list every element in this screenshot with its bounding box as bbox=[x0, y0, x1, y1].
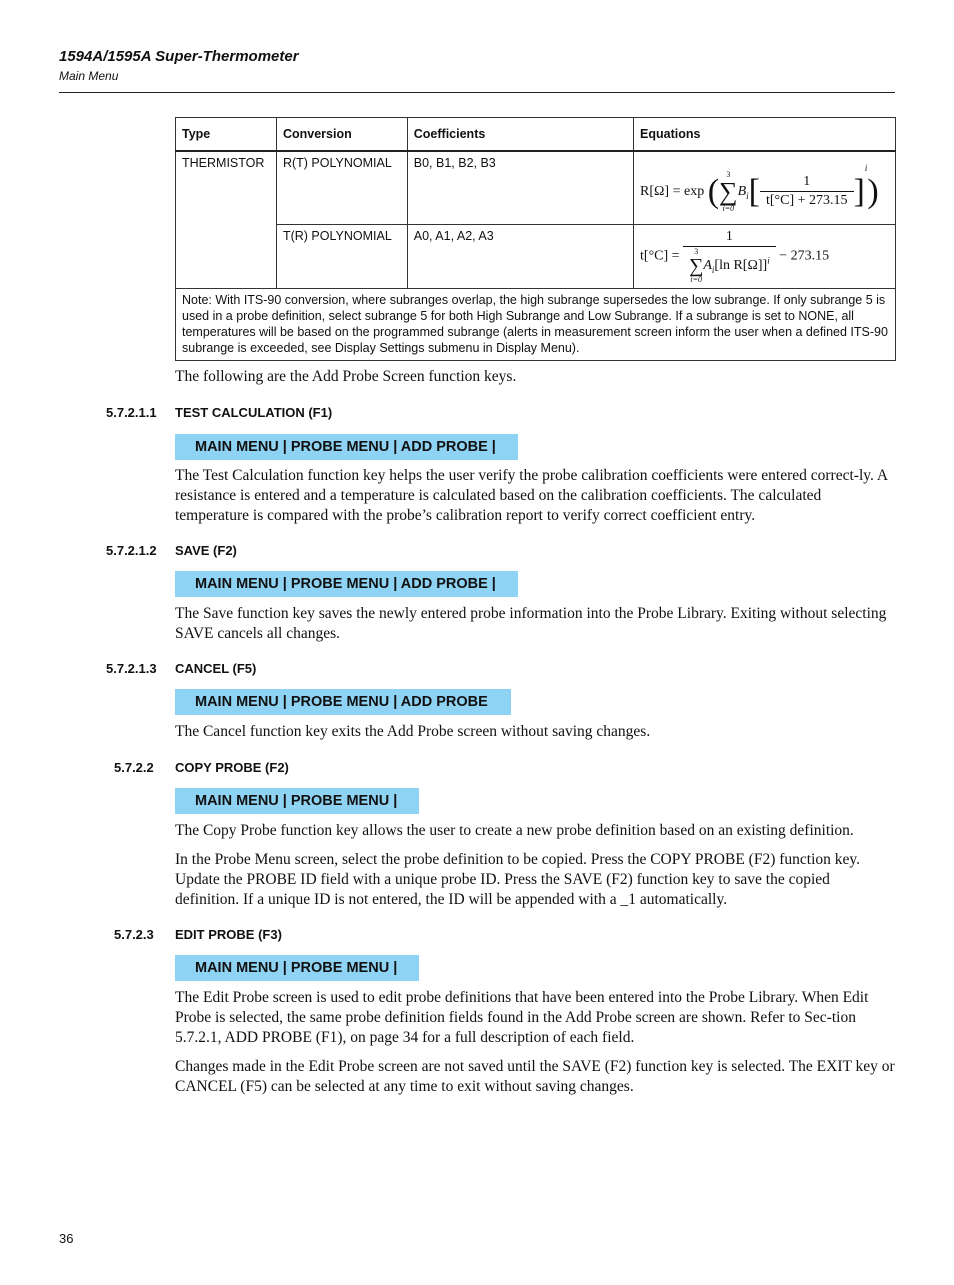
section-paragraph: Changes made in the Edit Probe screen are not saved until the SAVE (F2) function key is selected. The EXIT key or CANCEL (F5) can be selected at any time to exit without saving changes. bbox=[175, 1058, 895, 1095]
section-number: 5.7.2.2 bbox=[114, 760, 154, 775]
eq2-sum-bottom: i=0 bbox=[690, 274, 703, 284]
tr-polynomial-equation bbox=[640, 229, 889, 284]
eq2-den-rest: [ln R[Ω]] bbox=[714, 257, 768, 273]
coefficients-cell: A0, A1, A2, A3 bbox=[407, 224, 633, 288]
section-number: 5.7.2.1.3 bbox=[106, 661, 157, 676]
eq2-sum-top: 3 bbox=[694, 246, 699, 256]
eq2-denominator bbox=[683, 247, 776, 284]
equation-cell-tr bbox=[634, 224, 896, 288]
eq2-coef: A bbox=[703, 257, 712, 273]
column-header: Coefficients bbox=[407, 118, 633, 152]
eq1-sum-bottom: i=0 bbox=[722, 203, 735, 213]
menu-path-bar: MAIN MENU | PROBE MENU | bbox=[175, 788, 419, 814]
eq1-coef-sub: i bbox=[746, 190, 749, 201]
table-note-row bbox=[176, 288, 896, 360]
section-paragraph: The Test Calculation function key helps the user verify the probe calibration coefficients were entered correct-ly. A resistance is entered and a temperature is calculated based on the calibration coefficients. The calculated temperature is compared with the probe’s calibration report to verify correct coefficient entry. bbox=[175, 467, 888, 524]
equation-cell-rt bbox=[634, 151, 896, 224]
coefficients-cell: B0, B1, B2, B3 bbox=[407, 151, 633, 224]
eq2-sum-limits: 3 ∑ i=0 bbox=[689, 246, 704, 284]
section-number: 5.7.2.1.2 bbox=[106, 543, 157, 558]
header-subtitle: Main Menu bbox=[59, 69, 119, 83]
menu-path-bar: MAIN MENU | PROBE MENU | ADD PROBE | bbox=[175, 571, 518, 597]
header-title: 1594A/1595A Super-Thermometer bbox=[59, 48, 299, 65]
eq1-fraction bbox=[760, 174, 854, 209]
eq1-denominator: t[°C] + 273.15 bbox=[766, 193, 848, 209]
section-title: COPY PROBE (F2) bbox=[175, 760, 289, 775]
eq1-coef: B bbox=[737, 183, 747, 199]
eq2-exponent: i bbox=[767, 255, 770, 266]
type-cell: THERMISTOR bbox=[176, 151, 277, 288]
table-row bbox=[176, 224, 896, 288]
eq1-lhs: R[Ω] = exp bbox=[640, 183, 705, 199]
section-title: SAVE (F2) bbox=[175, 543, 237, 558]
intro-text: The following are the Add Probe Screen function keys. bbox=[175, 368, 517, 385]
eq2-lhs: t[°C] = bbox=[640, 248, 680, 264]
eq2-fraction bbox=[683, 229, 776, 284]
table-row bbox=[176, 151, 896, 224]
eq1-exponent: i bbox=[864, 162, 868, 173]
eq2-coef-sub: i bbox=[711, 264, 715, 275]
eq1-numerator: 1 bbox=[760, 174, 854, 192]
section-paragraph: The Edit Probe screen is used to edit probe definitions that have been entered into the Probe Library. When Edit Probe is selected, the same probe definition fields found in the Add Probe screen are shown. Refer to Sec-tion 5.7.2.1, ADD PROBE (F1), on page 34 for a full description of each field. bbox=[175, 989, 869, 1046]
menu-path-bar: MAIN MENU | PROBE MENU | ADD PROBE | bbox=[175, 434, 518, 460]
column-header: Conversion bbox=[276, 118, 407, 152]
menu-path-bar: MAIN MENU | PROBE MENU | ADD PROBE bbox=[175, 689, 511, 715]
column-header: Type bbox=[176, 118, 277, 152]
section-number: 5.7.2.3 bbox=[114, 927, 154, 942]
column-header: Equations bbox=[634, 118, 896, 152]
header-rule bbox=[59, 92, 895, 93]
section-title: EDIT PROBE (F3) bbox=[175, 927, 282, 942]
menu-path-bar: MAIN MENU | PROBE MENU | bbox=[175, 955, 419, 981]
section-title: CANCEL (F5) bbox=[175, 661, 257, 676]
eq1-sum-top: 3 bbox=[726, 169, 731, 179]
eq1-sum-limits: 3 ∑ i=0 bbox=[719, 169, 738, 213]
section-paragraph: The Copy Probe function key allows the user to create a new probe definition based on an existing definition. bbox=[175, 822, 854, 839]
section-number: 5.7.2.1.1 bbox=[106, 405, 157, 420]
section-paragraph: The Save function key saves the newly entered probe information into the Probe Library. Exiting without selecting SAVE cancels all changes. bbox=[175, 605, 887, 642]
conversion-cell: T(R) POLYNOMIAL bbox=[276, 224, 407, 288]
section-paragraph: In the Probe Menu screen, select the probe definition to be copied. Press the COPY PROBE (F2) function key. Update the PROBE ID field with a unique probe ID. Press the SAVE (F2) function key to save the copied definition. If a unique ID is not entered, the ID will be appended with a _1 automatically. bbox=[175, 851, 861, 908]
page-number: 36 bbox=[59, 1231, 74, 1246]
section-paragraph: The Cancel function key exits the Add Probe screen without saving changes. bbox=[175, 723, 651, 740]
rt-polynomial-equation: R[Ω] = exp ( 3 ∑ $i=0B_i$[ $\frac{1}{t[^\circ C] + 273.15}$ ]$^i$) bbox=[640, 162, 879, 213]
conversion-cell: R(T) POLYNOMIAL bbox=[276, 151, 407, 224]
table-note: Note: With ITS-90 conversion, where subranges overlap, the high subrange supersedes the low subrange. If only subrange 5 is used in a probe definition, select subrange 5 for both High Subrange and Low Subrange. If a subrange is set to NONE, all temperatures will be based on the programmed subrange (alerts in measurement screen inform the user when a defined ITS-90 subrange is exceeded, see Display Settings submenu in Display Menu). bbox=[176, 288, 896, 360]
section-title: TEST CALCULATION (F1) bbox=[175, 405, 333, 420]
eq2-numerator: 1 bbox=[683, 229, 776, 247]
conversion-table bbox=[175, 117, 896, 361]
eq2-tail: − 273.15 bbox=[779, 248, 830, 264]
table-header-row bbox=[176, 118, 896, 152]
